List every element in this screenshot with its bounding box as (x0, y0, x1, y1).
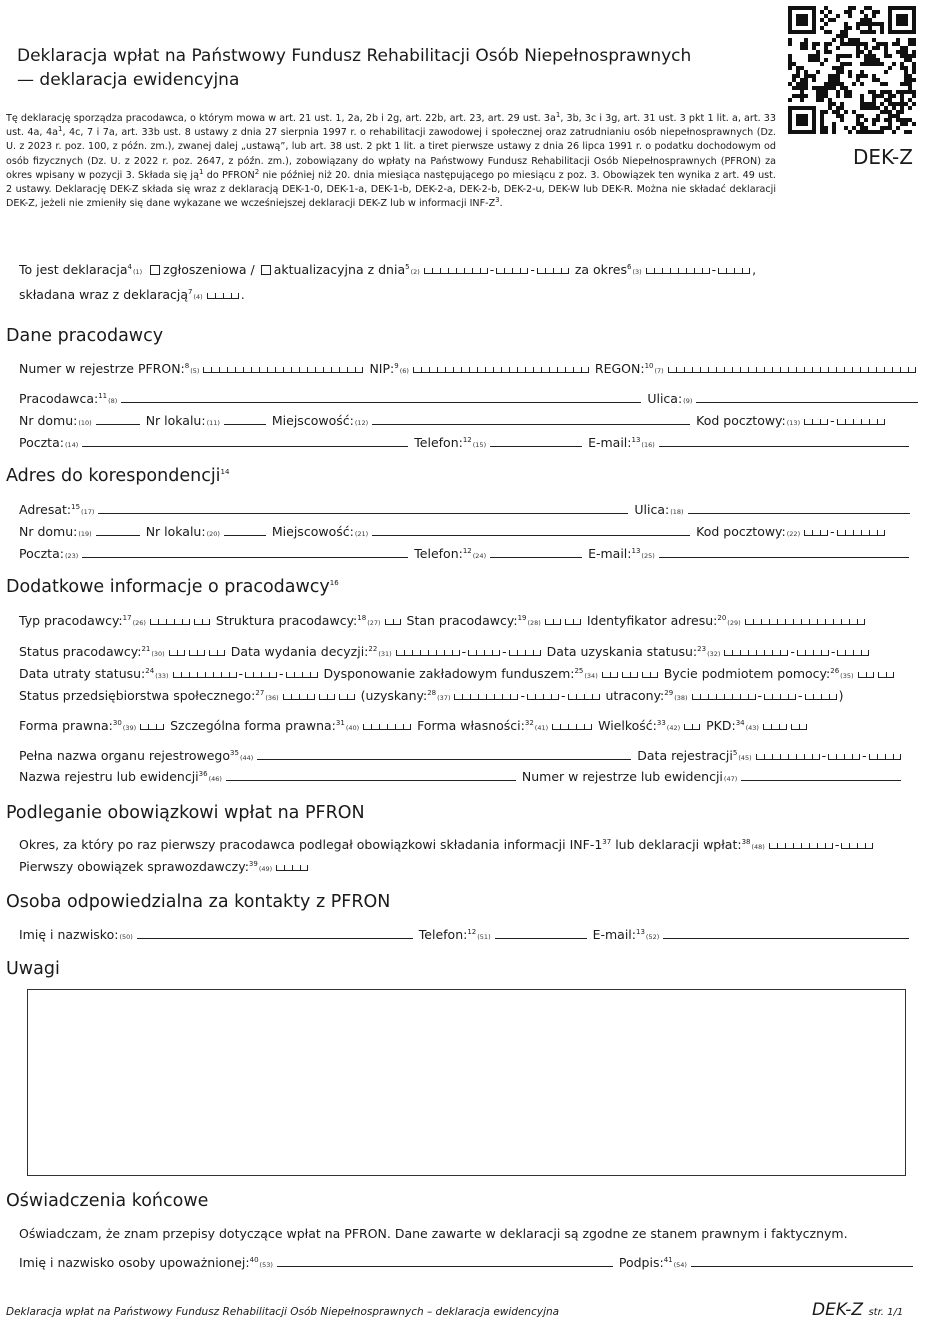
email-field[interactable] (659, 436, 909, 447)
employer-type-field-1[interactable] (150, 619, 190, 625)
dodatkowe-row-7: Nazwa rejestru lub ewidencji$^{36}$(46) Numer w rejestrze lub ewidencji(47) (19, 769, 903, 784)
employer-structure-field[interactable] (385, 619, 401, 625)
corr-post-office-field[interactable] (82, 547, 408, 558)
status-field-1[interactable] (169, 650, 185, 656)
osoba-row: Imię i nazwisko:(50) Telefon:$^{12}$(51) E-mail:$^{13}$(52) (19, 927, 911, 942)
declaration-type-row: To jest deklaracja$^4$(1) zgłoszeniowa / aktualizacyjna z dnia$^5$(2) - - za okres$^6$(3) - , (19, 262, 757, 277)
social-lost-year[interactable] (692, 694, 756, 700)
addressee-field[interactable] (98, 503, 628, 514)
employer-type-field-2[interactable] (194, 619, 210, 625)
adres-row-3: Poczta:(23) Telefon:$^{12}$(24) E-mail:$^{13}$(25) (19, 546, 911, 561)
zgloszeniowa-checkbox[interactable] (150, 265, 160, 275)
footer-title: Deklaracja wpłat na Państwowy Fundusz Rehabilitacji Osób Niepełnosprawnych – deklaracja ewidencyjna (6, 1306, 560, 1318)
form-code: DEK-Z (853, 145, 913, 169)
employer-name-field[interactable] (121, 392, 641, 403)
podleganie-row-1: Okres, za który po raz pierwszy pracodawca podlegał obowiązkowi składania informacji INF-$1^{37}$ lub deklaracji wpłat:$^{38}$(48) - (19, 837, 875, 852)
social-lost-day[interactable] (805, 694, 837, 700)
statement-text: Oświadczam, że znam przepisy dotyczące wpłat na PFRON. Dane zawarte w deklaracji są zgodne ze stanem prawnym i faktycznym. (19, 1226, 848, 1241)
pfron-number-field[interactable] (203, 367, 363, 373)
corr-postal-1-field[interactable] (804, 530, 828, 536)
ownership-form-field[interactable] (552, 724, 592, 730)
authorized-person-field[interactable] (277, 1256, 613, 1267)
phone-field[interactable] (490, 436, 582, 447)
status-lost-month[interactable] (245, 672, 277, 678)
social-lost-month[interactable] (764, 694, 796, 700)
dodatkowe-row-2: Status pracodawcy:$^{21}$(30) Data wydania decyzji:$^{22}$(31) - - Data uzyskania statusu:$^{23}$(32) - - (19, 644, 871, 659)
post-office-field[interactable] (82, 436, 408, 447)
postal-code-2-field[interactable] (837, 419, 885, 425)
section-oswiadczenia: Oświadczenia końcowe (6, 1191, 209, 1211)
corr-email-field[interactable] (659, 547, 909, 558)
dodatkowe-row-1: Typ pracodawcy:$^{17}$(26) Struktura pracodawcy:$^{18}$(27) Stan pracodawcy:$^{19}$(28) Identyfikator adresu:$^{20}$(29) (19, 613, 867, 628)
declaration-with-row: składana wraz z deklaracją$^7$(4) . (19, 287, 245, 302)
dodatkowe-row-5: Forma prawna:$^{30}$(39) Szczególna forma prawna:$^{31}$(40) Forma własności:$^{32}$(41) Wielkość:$^{33}$(42) PKD:$^{34}$(43) (19, 718, 809, 733)
regon-field[interactable] (668, 367, 916, 373)
social-status-field-2[interactable] (319, 694, 335, 700)
intro-paragraph: Tę deklarację sporządza pracodawca, o którym mowa w art. 21 ust. 1, 2a, 2b i 2g, art. 22b, art. 23, art. 29 ust. $3a^1$, 3b, 3c i 3g, art. 31 ust. 3 pkt 1 lit. a, art. 33 ust. 4a, $4a^1$, 4c, 7 i 7a, art. 33b ust. 8 ustawy z dnia 27 sierpnia 1997 r. o rehabilitacji zawodowej i społecznej oraz zatrudnianiu osób niepełnosprawnych (Dz. U. z 2023 r. poz. 100, z późn. zm.), zwanej dalej „ustawą”, lub art. 38 ust. 2 pkt 1 lit. a tiret pierwsze ustawy z dnia 26 lipca 1991 r. o podatku dochodowym od osób fizycznych (Dz. U. z 2022 r. poz. 2647, z późn. zm.), zobowiązany do wpłaty na Państwowy Fundusz Rehabilitacji Osób Niepełnosprawnych (PFRON) za okres wpisany w pozycji 3. Składa się $ją^1$ do PFRON$^2$ nie później niż 20. dnia miesiąca następującego po miesiącu z poz. 3. Obowiązek ten wynika z art. 49 ust. 2 ustawy. Deklarację DEK-Z składa się wraz z deklaracją DEK-1-0, DEK-1-a, DEK-1-b, DEK-2-a, DEK-2-b, DEK-2-u, DEK-W lub DEK-R. Można nie składać deklaracji DEK-Z, jeżeli nie zmieniły się dane wykazane we wcześniejszej deklaracji DEK-Z lub w informacji INF-$Z^3$. (6, 110, 776, 210)
section-osoba: Osoba odpowiedzialna za kontakty z PFRON (6, 892, 391, 912)
page-title (17, 44, 717, 92)
declaration-with-field[interactable] (207, 293, 239, 299)
adres-row-1: Adresat:$^{15}$(17) Ulica:(18) (19, 502, 912, 517)
adres-row-2: Nr domu:(19) Nr lokalu:(20) Miejscowość:(21) Kod pocztowy:(22) - (19, 524, 887, 539)
employer-state-field-1[interactable] (545, 619, 561, 625)
corr-apartment-field[interactable] (224, 525, 266, 536)
first-period-month[interactable] (841, 843, 873, 849)
status-gained-year[interactable] (724, 650, 788, 656)
nip-field[interactable] (413, 367, 589, 373)
contact-name-field[interactable] (137, 928, 413, 939)
registry-authority-field[interactable] (257, 749, 631, 760)
corr-postal-2-field[interactable] (837, 530, 885, 536)
corr-house-number-field[interactable] (96, 525, 140, 536)
period-year-field[interactable] (646, 268, 710, 274)
dane-row-3: Nr domu:(10) Nr lokalu:(11) Miejscowość:(12) Kod pocztowy:(13) - (19, 413, 887, 428)
date-day-field[interactable] (537, 268, 569, 274)
corr-city-field[interactable] (372, 525, 690, 536)
first-obligation-field[interactable] (276, 865, 308, 871)
contact-email-field[interactable] (663, 928, 909, 939)
postal-code-1-field[interactable] (804, 419, 828, 425)
signature-field[interactable] (691, 1256, 913, 1267)
section-dane-pracodawcy: Dane pracodawcy (6, 326, 164, 346)
dane-row-2: Pracodawca:$^{11}$(8) Ulica:(9) (19, 391, 920, 406)
dodatkowe-row-3: Data utraty statusu:$^{24}$(33) - - Dysponowanie zakładowym funduszem:$^{25}$(34) Bycie podmiotem pomocy:$^{26}$(35) (19, 666, 896, 681)
dodatkowe-row-6: Pełna nazwa organu rejestrowego$^{35}$(44) Data rejestracji$^5$(45) - - (19, 748, 903, 763)
date-year-field[interactable] (424, 268, 488, 274)
section-dodatkowe-informacje: Dodatkowe informacje o pracodawcy$^{16}$ (6, 577, 339, 597)
decision-date-year[interactable] (396, 650, 460, 656)
contact-phone-field[interactable] (495, 928, 587, 939)
social-gained-month[interactable] (527, 694, 559, 700)
decision-date-day[interactable] (509, 650, 541, 656)
apartment-number-field[interactable] (224, 414, 266, 425)
status-field-2[interactable] (189, 650, 205, 656)
house-number-field[interactable] (96, 414, 140, 425)
employer-state-field-2[interactable] (565, 619, 581, 625)
fund-field-3[interactable] (642, 672, 658, 678)
size-field[interactable] (684, 724, 700, 730)
registry-name-field[interactable] (226, 770, 516, 781)
podleganie-row-2: Pierwszy obowiązek sprawozdawczy:$^{39}$(49) (19, 859, 310, 874)
social-status-field-3[interactable] (339, 694, 355, 700)
first-period-year[interactable] (769, 843, 833, 849)
fund-field-2[interactable] (622, 672, 638, 678)
social-gained-year[interactable] (454, 694, 518, 700)
status-lost-day[interactable] (286, 672, 318, 678)
registration-date-day[interactable] (869, 754, 901, 760)
legal-form-field[interactable] (140, 724, 164, 730)
aid-field-1[interactable] (858, 672, 874, 678)
footer-page: DEK-Z str. 1/1 (812, 1300, 904, 1320)
signature-row: Imię i nazwisko osoby upoważnionej:$^{40}$(53) Podpis:$^{41}$(54) (19, 1255, 915, 1270)
registration-date-month[interactable] (828, 754, 860, 760)
social-gained-day[interactable] (568, 694, 600, 700)
section-podleganie: Podleganie obowiązkowi wpłat na PFRON (6, 803, 365, 823)
status-gained-day[interactable] (837, 650, 869, 656)
address-id-field[interactable] (745, 619, 865, 625)
title-line-1: Deklaracja wpłat na Państwowy Fundusz Rehabilitacji Osób Niepełnosprawnych (17, 46, 692, 66)
status-lost-year[interactable] (173, 672, 237, 678)
status-gained-month[interactable] (797, 650, 829, 656)
remarks-textarea[interactable] (27, 989, 906, 1176)
social-status-field-1[interactable] (283, 694, 315, 700)
dodatkowe-row-4: Status przedsiębiorstwa społecznego:$^{27}$(36) (uzyskany:$^{28}$(37) - - utracony:$^{29}$(38) - - ) (19, 688, 844, 703)
decision-date-month[interactable] (468, 650, 500, 656)
status-field-3[interactable] (209, 650, 225, 656)
fund-field-1[interactable] (602, 672, 618, 678)
title-line-2: — deklaracja ewidencyjna (17, 70, 240, 90)
registration-date-year[interactable] (756, 754, 820, 760)
date-month-field[interactable] (496, 268, 528, 274)
qr-code-icon (788, 6, 916, 134)
period-month-field[interactable] (718, 268, 750, 274)
pkd-field-2[interactable] (791, 724, 807, 730)
street-field[interactable] (696, 392, 918, 403)
pkd-field-1[interactable] (763, 724, 787, 730)
dane-row-4: Poczta:(14) Telefon:$^{12}$(15) E-mail:$^{13}$(16) (19, 435, 911, 450)
registry-number-field[interactable] (741, 770, 901, 781)
special-legal-form-field[interactable] (363, 724, 411, 730)
section-adres-korespondencji: Adres do korespondencji$^{14}$ (6, 466, 230, 486)
section-uwagi: Uwagi (6, 959, 60, 979)
aktualizacyjna-checkbox[interactable] (261, 265, 271, 275)
corr-street-field[interactable] (688, 503, 910, 514)
aid-field-2[interactable] (878, 672, 894, 678)
corr-phone-field[interactable] (490, 547, 582, 558)
dane-row-1: Numer w rejestrze PFRON:$^8$(5) NIP:$^9$(6) REGON:$^{10}$(7) (19, 361, 918, 376)
city-field[interactable] (372, 414, 690, 425)
